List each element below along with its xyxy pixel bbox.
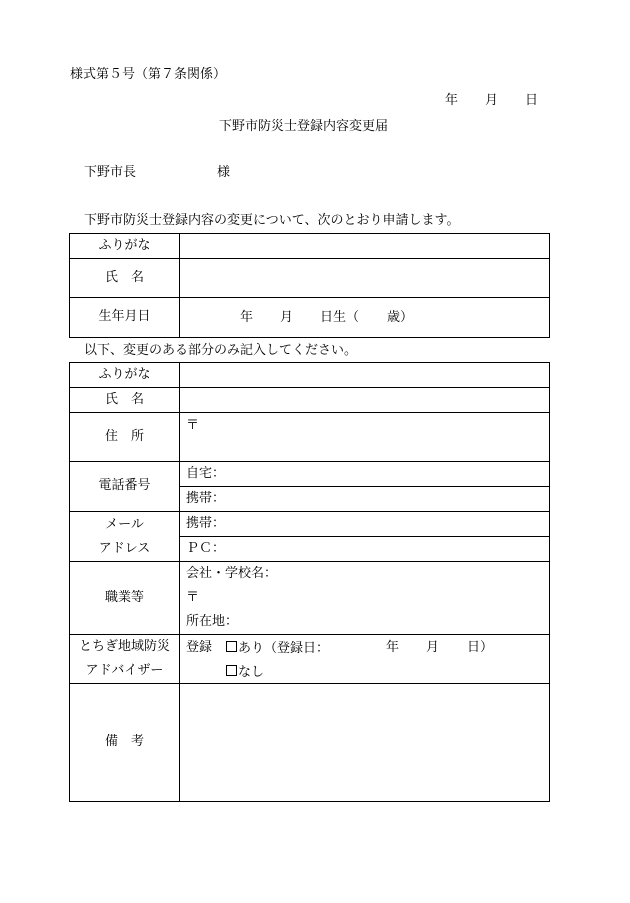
advisor-yes-label: あり（登録日：	[238, 641, 330, 656]
name-field[interactable]	[180, 259, 550, 298]
name-label: 氏 名	[70, 259, 180, 298]
checkbox-yes-icon[interactable]	[226, 641, 237, 652]
addressee: 下野市長	[84, 165, 137, 180]
remarks-label: 備 考	[70, 684, 180, 802]
occupation-company-label: 会社・学校名：	[186, 566, 278, 581]
date-year: 年	[445, 93, 459, 108]
birth-age: 歳）	[387, 310, 414, 325]
advisor-day: 日）	[467, 640, 494, 655]
advisor-label	[70, 635, 180, 684]
mail-mobile-field[interactable]	[180, 512, 550, 537]
furigana-field[interactable]	[180, 234, 550, 259]
note-text: 以下、変更のある部分のみ記入してください。	[84, 343, 358, 358]
occupation-field[interactable]	[180, 562, 550, 635]
phone-label: 電話番号	[70, 462, 180, 512]
mail-label-line2: アドレス	[98, 540, 151, 556]
phone-mobile-field[interactable]	[180, 487, 550, 512]
document-title: 下野市防災士登録内容変更届	[219, 119, 389, 134]
birth-label: 生年月日	[70, 298, 180, 338]
birth-year: 年	[240, 310, 254, 325]
advisor-no-option[interactable]	[226, 665, 264, 679]
change-name-label: 氏 名	[70, 388, 180, 413]
change-furigana-field[interactable]	[180, 363, 550, 388]
advisor-label-line2: アドバイザー	[85, 663, 164, 678]
occupation-location-label: 所在地：	[186, 614, 239, 629]
mail-pc-label: ＰＣ：	[186, 540, 226, 556]
mail-label	[70, 512, 180, 562]
advisor-register-label: 登録	[186, 640, 213, 655]
applicant-table	[69, 233, 550, 338]
birth-field[interactable]	[180, 298, 550, 338]
phone-mobile-label: 携帯：	[186, 490, 226, 506]
advisor-no-label: なし	[238, 665, 265, 680]
checkbox-no-icon[interactable]	[226, 665, 237, 676]
form-number: 様式第５号（第７条関係）	[70, 67, 227, 82]
change-table	[69, 362, 550, 802]
birth-day: 日生（	[320, 310, 360, 325]
mail-label-line1: メール	[105, 516, 144, 532]
advisor-field	[180, 635, 550, 684]
mail-mobile-label: 携帯：	[186, 515, 226, 531]
date-month: 月	[485, 93, 499, 108]
furigana-label: ふりがな	[70, 234, 180, 259]
intro-text: 下野市防災士登録内容の変更について、次のとおり申請します。	[84, 213, 460, 228]
advisor-year: 年	[386, 640, 400, 655]
occupation-postal-mark: 〒	[186, 590, 200, 605]
birth-month: 月	[280, 310, 294, 325]
postal-mark: 〒	[186, 418, 200, 433]
honorific: 様	[217, 165, 231, 180]
occupation-label: 職業等	[70, 562, 180, 635]
advisor-label-line1: とちぎ地域防災	[78, 639, 170, 654]
date-day: 日	[525, 93, 539, 108]
phone-home-field[interactable]	[180, 462, 550, 487]
advisor-yes-option[interactable]	[226, 641, 329, 655]
mail-pc-field[interactable]	[180, 537, 550, 562]
address-field[interactable]	[180, 413, 550, 462]
remarks-field[interactable]	[180, 684, 550, 802]
advisor-month: 月	[426, 640, 440, 655]
phone-home-label: 自宅：	[186, 465, 226, 481]
change-furigana-label: ふりがな	[70, 363, 180, 388]
address-label: 住 所	[70, 413, 180, 462]
change-name-field[interactable]	[180, 388, 550, 413]
